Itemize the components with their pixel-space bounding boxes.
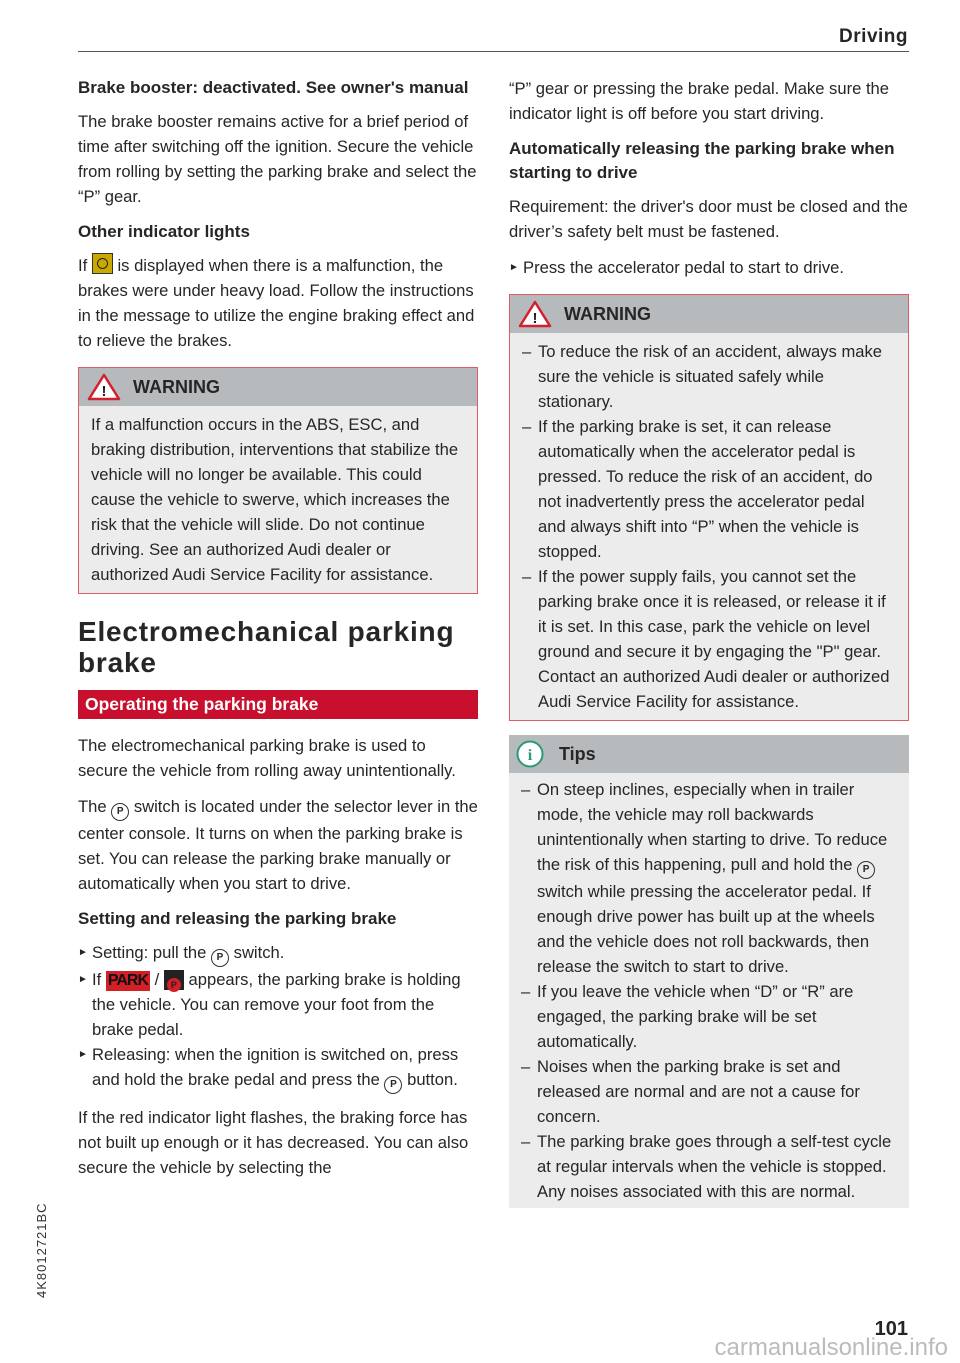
tips-item: – If you leave the vehicle when “D” or “R” are engaged, the parking brake will be set automatically.: [521, 979, 897, 1054]
parking-brake-symbol-icon: P: [384, 1076, 402, 1094]
warning-item: – If the parking brake is set, it can release automatically when the accelerator pedal is pressed. To reduce the risk of an accident, do not inadvertently press the accelerator pedal and always shift into “P” when the vehicle is stopped.: [522, 414, 896, 564]
warning-text: If a malfunction occurs in the ABS, ESC, and braking distribution, interventions that stabilize the vehicle will no longer be available. This could cause the vehicle to swerve, which increases the risk that the vehicle will slide. Do not continue driving. See an authorized Audi dealer or authorized Audi Service Facility for assistance.: [91, 415, 459, 584]
tips-item: – The parking brake goes through a self-test cycle at regular intervals when the vehicle is stopped. Any noises associated with this are normal.: [521, 1129, 897, 1204]
brake-malfunction-yellow-icon: [92, 253, 113, 274]
heading-other-indicators: Other indicator lights: [78, 222, 250, 241]
text: appears, the parking brake is holding the vehicle. You can remove your foot from the brake pedal.: [92, 970, 461, 1039]
left-column: [78, 76, 478, 1191]
svg-text:i: i: [527, 747, 533, 764]
section-header: Driving: [839, 26, 908, 47]
paragraph-switch: [78, 794, 478, 896]
parking-brake-red-icon: [164, 970, 184, 990]
step-press-accelerator: ► Press the accelerator pedal to start to drive.: [509, 255, 909, 280]
text: Setting: pull the: [92, 943, 207, 962]
svg-text:!: !: [101, 383, 107, 400]
warning-item: – If the power supply fails, you cannot set the parking brake once it is released, or release it if it is set. In this case, park the vehicle on level ground and secure it by engaging the "P" gear. Contact an authorized Audi dealer or authorized Audi Service Facility for assistance.: [522, 564, 896, 714]
page-number: 101: [874, 1318, 908, 1340]
park-indicator-icon: PARK: [107, 972, 149, 989]
heading-setting-releasing: Setting and releasing the parking brake: [78, 909, 397, 928]
text: /: [154, 970, 160, 989]
parking-brake-symbol-icon: P: [857, 861, 875, 879]
icon-glyph: P: [167, 978, 181, 992]
step-setting: [78, 940, 478, 967]
heading-auto-release: Automatically releasing the parking brake when starting to drive: [509, 139, 895, 182]
warning-header: [510, 295, 908, 333]
text: Releasing: when the ignition is switched on, press and hold the brake pedal and press the: [92, 1045, 459, 1089]
paragraph-other-indicators: [78, 253, 478, 353]
parking-brake-symbol-icon: P: [111, 803, 129, 821]
warning-box: [509, 294, 909, 721]
steps-list: [78, 940, 478, 1094]
auto-steps: [509, 255, 909, 280]
text: is displayed when there is a malfunction, the brakes were under heavy load. Follow the instructions in the message to utilize the engine braking effect and to relieve the brakes.: [78, 256, 475, 350]
warning-list: [510, 333, 908, 720]
svg-text:!: !: [532, 310, 538, 327]
tips-item: [521, 777, 897, 979]
warning-title: WARNING: [133, 376, 220, 397]
warning-item: – To reduce the risk of an accident, always make sure the vehicle is situated safely while stationary.: [522, 339, 896, 414]
text: switch.: [233, 943, 285, 962]
text: If: [78, 256, 88, 275]
text: switch is located under the selector lever in the center console. It turns on when the parking brake is set. You can release the parking brake manually or automatically when you start to drive.: [78, 797, 478, 893]
tips-title: Tips: [559, 743, 596, 764]
section-title: Electromechanical parking brake: [78, 616, 455, 678]
tips-header: [509, 735, 909, 773]
header-divider: [78, 51, 909, 52]
step-indicator: [78, 967, 478, 1042]
warning-title: WARNING: [564, 303, 651, 324]
heading-brake-booster: Brake booster: deactivated. See owner's manual: [78, 78, 469, 97]
text: switch while pressing the accelerator pedal. If enough drive power has built up at the wheels and the vehicle does not roll backwards, then release the switch to start to drive.: [537, 882, 875, 976]
paragraph-brake-booster: The brake booster remains active for a brief period of time after switching off the ignition. Secure the vehicle from rolling by setting the parking brake and select the “P” gear.: [78, 112, 477, 206]
tips-item: – Noises when the parking brake is set and released are normal and are not a cause for concern.: [521, 1054, 897, 1129]
document-code: 4K8012721BC: [34, 1202, 49, 1298]
text: button.: [407, 1070, 458, 1089]
paragraph-requirement: Requirement: the driver's door must be closed and the driver’s safety belt must be fastened.: [509, 197, 908, 241]
text: On steep inclines, especially when in trailer mode, the vehicle may roll backwards unintentionally when starting to drive. To reduce the risk of this happening, pull and hold the: [537, 780, 888, 874]
text: The: [78, 797, 107, 816]
tips-box: [509, 735, 909, 1208]
paragraph-continued: “P” gear or pressing the brake pedal. Make sure the indicator light is off before you start driving.: [509, 79, 890, 123]
right-column: [509, 76, 909, 1220]
warning-triangle-icon: [518, 300, 552, 328]
warning-box: [78, 367, 478, 594]
info-icon: [515, 739, 545, 769]
subsection-title: Operating the parking brake: [78, 690, 478, 719]
watermark: carmanualsonline.info: [714, 1334, 948, 1361]
text: If: [92, 970, 102, 989]
paragraph-flash: If the red indicator light flashes, the braking force has not built up enough or it has decreased. You can also secure the vehicle by selecting the: [78, 1108, 469, 1177]
tips-list: [509, 773, 909, 1208]
step-releasing: [78, 1042, 478, 1094]
parking-brake-symbol-icon: P: [211, 949, 229, 967]
warning-header: [79, 368, 477, 406]
paragraph-intro: The electromechanical parking brake is used to secure the vehicle from rolling away unintentionally.: [78, 736, 456, 780]
warning-triangle-icon: [87, 373, 121, 401]
